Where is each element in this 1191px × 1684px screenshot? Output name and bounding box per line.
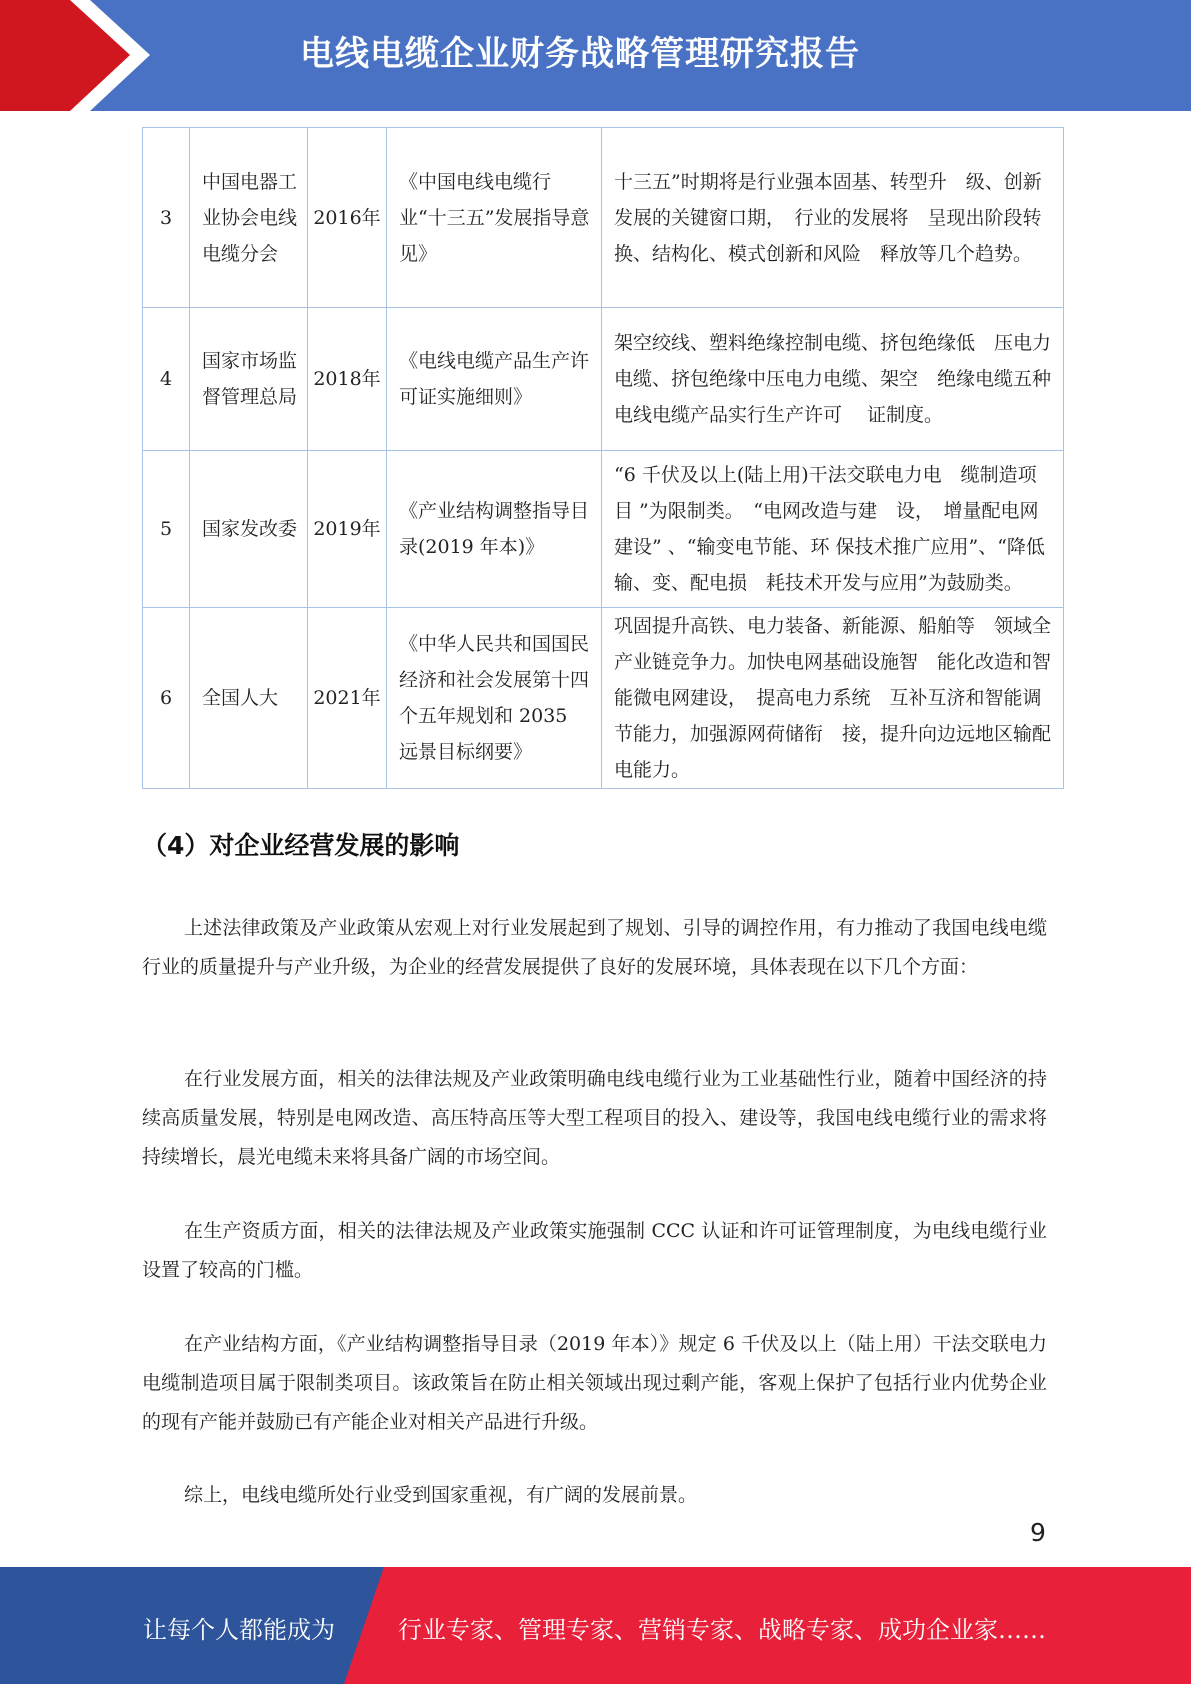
row-number: 5 <box>143 451 190 608</box>
policy-document: 《中华人民共和国国民经济和社会发展第十四个五年规划和 2035 远景目标纲要》 <box>387 608 602 789</box>
section-heading: （4）对企业经营发展的影响 <box>142 831 460 860</box>
issuing-department: 全国人大 <box>190 608 308 789</box>
row-number: 3 <box>143 128 190 308</box>
policy-document: 《产业结构调整指导目录(2019 年本)》 <box>387 451 602 608</box>
policy-content: 巩固提升高铁、电力装备、新能源、船舶等 领域全产业链竞争力。加快电网基础设施智 能化改造和智能微电网建设， 提高电力系统 互补互济和智能调节能力，加强源网荷储衔 接，提升向边远地区输配电能力。 <box>602 608 1064 789</box>
issue-year: 2016年 <box>308 128 387 308</box>
table-row <box>143 451 1064 608</box>
page-number: 9 <box>1030 1518 1046 1547</box>
issue-year: 2021年 <box>308 608 387 789</box>
policy-content: “6 千伏及以上(陆上用)干法交联电力电 缆制造项目 ”为限制类。 “电网改造与建 设， 增量配电网建设” 、“输变电节能、环 保技术推广应用”、“降低输、变、配电损 耗技术开发与应用”为鼓励类。 <box>602 451 1064 608</box>
paragraph-intro: 上述法律政策及产业政策从宏观上对行业发展起到了规划、引导的调控作用，有力推动了我国电线电缆行业的质量提升与产业升级，为企业的经营发展提供了良好的发展环境，具体表现在以下几个方面： <box>142 917 1047 978</box>
footer-slogan-right: 行业专家、管理专家、营销专家、战略专家、成功企业家…… <box>398 1616 1046 1644</box>
paragraph-conclusion: 综上，电线电缆所处行业受到国家重视，有广阔的发展前景。 <box>184 1484 698 1506</box>
issuing-department: 中国电器工业协会电线电缆分会 <box>190 128 308 308</box>
paragraph-production-qualification: 在生产资质方面，相关的法律法规及产业政策实施强制 CCC 认证和许可证管理制度，为电线电缆行业设置了较高的门槛。 <box>142 1220 1047 1281</box>
row-number: 6 <box>143 608 190 789</box>
policy-content: 架空绞线、塑料绝缘控制电缆、挤包绝缘低 压电力电缆、挤包绝缘中压电力电缆、架空 绝缘电缆五种电线电缆产品实行生产许可 证制度。 <box>602 308 1064 451</box>
table-row <box>143 308 1064 451</box>
report-title: 电线电缆企业财务战略管理研究报告 <box>300 34 860 74</box>
policy-document: 《中国电线电缆行业“十三五”发展指导意见》 <box>387 128 602 308</box>
footer-slogan-left: 让每个人都能成为 <box>143 1616 335 1644</box>
table-row <box>143 608 1064 789</box>
policy-table <box>142 127 1064 789</box>
issue-year: 2019年 <box>308 451 387 608</box>
issue-year: 2018年 <box>308 308 387 451</box>
policy-content: 十三五”时期将是行业强本固基、转型升 级、创新发展的关键窗口期， 行业的发展将 呈现出阶段转换、结构化、模式创新和风险 释放等几个趋势。 <box>602 128 1064 308</box>
table-row <box>143 128 1064 308</box>
paragraph-industry-development: 在行业发展方面，相关的法律法规及产业政策明确电线电缆行业为工业基础性行业，随着中国经济的持续高质量发展，特别是电网改造、高压特高压等大型工程项目的投入、建设等，我国电线电缆行业的需求将持续增长，晨光电缆未来将具备广阔的市场空间。 <box>142 1068 1047 1168</box>
paragraph-industry-structure: 在产业结构方面，《产业结构调整指导目录（2019 年本）》规定 6 千伏及以上（陆上用）干法交联电力电缆制造项目属于限制类项目。该政策旨在防止相关领域出现过剩产能，客观上保护了包括行业内优势企业的现有产能并鼓励已有产能企业对相关产品进行升级。 <box>142 1333 1047 1433</box>
issuing-department: 国家发改委 <box>190 451 308 608</box>
issuing-department: 国家市场监督管理总局 <box>190 308 308 451</box>
page-footer <box>0 1567 1191 1684</box>
page-header <box>0 0 1191 111</box>
policy-document: 《电线电缆产品生产许可证实施细则》 <box>387 308 602 451</box>
row-number: 4 <box>143 308 190 451</box>
